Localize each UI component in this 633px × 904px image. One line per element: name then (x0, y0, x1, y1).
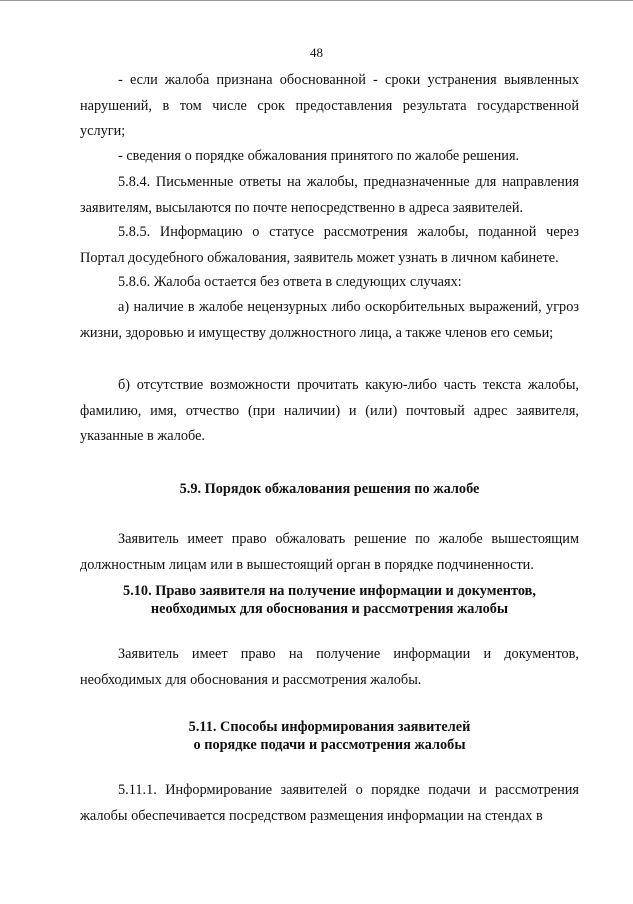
paragraph-deadlines: - если жалоба признана обоснованной - сроки устранения выявленных нарушений, в том числе срок предоставления результата государственной услуги; (80, 72, 579, 139)
page-number: 48 (310, 45, 323, 60)
paragraph-5-10-body: Заявитель имеет право на получение информации и документов, необходимых для обоснования и рассмотрения жалобы. (80, 646, 579, 688)
heading-5-10-line1: 5.10. Право заявителя на получение информации и документов, (123, 583, 536, 599)
paragraph-5-8-4: 5.8.4. Письменные ответы на жалобы, предназначенные для направления заявителям, высылаются по почте непосредственно в адреса заявителей. (80, 174, 579, 216)
heading-5-9 (80, 480, 579, 498)
paragraph-item-a: а) наличие в жалобе нецензурных либо оскорбительных выражений, угроз жизни, здоровью и имуществу должностного лица, а также членов его семьи; (80, 299, 579, 341)
heading-5-11 (80, 718, 579, 754)
paragraph-appeal-info: - сведения о порядке обжалования принятого по жалобе решения. (118, 148, 520, 164)
paragraph-5-8-5: 5.8.5. Информацию о статусе рассмотрения жалобы, поданной через Портал досудебного обжалования, заявитель может узнать в личном кабинете. (80, 224, 579, 266)
paragraph-5-9-body: Заявитель имеет право обжаловать решение по жалобе вышестоящим должностным лицам или в вышестоящий орган в порядке подчиненности. (80, 531, 579, 573)
heading-5-11-line1: 5.11. Способы информирования заявителей (188, 719, 471, 735)
paragraph-5-11-1: 5.11.1. Информирование заявителей о порядке подачи и рассмотрения жалобы обеспечивается посредством размещения информации на стендах в (80, 782, 579, 824)
heading-5-10-line2: необходимых для обоснования и рассмотрения жалобы (150, 601, 509, 617)
heading-5-9-text: 5.9. Порядок обжалования решения по жалобе (179, 481, 480, 497)
heading-5-11-line2: о порядке подачи и рассмотрения жалобы (193, 737, 466, 753)
paragraph-5-8-6: 5.8.6. Жалоба остается без ответа в следующих случаях: (118, 274, 462, 290)
heading-5-10 (80, 582, 579, 618)
paragraph-item-b: б) отсутствие возможности прочитать какую-либо часть текста жалобы, фамилию, имя, отчество (при наличии) и (или) почтовый адрес заявителя, указанные в жалобе. (80, 377, 579, 444)
